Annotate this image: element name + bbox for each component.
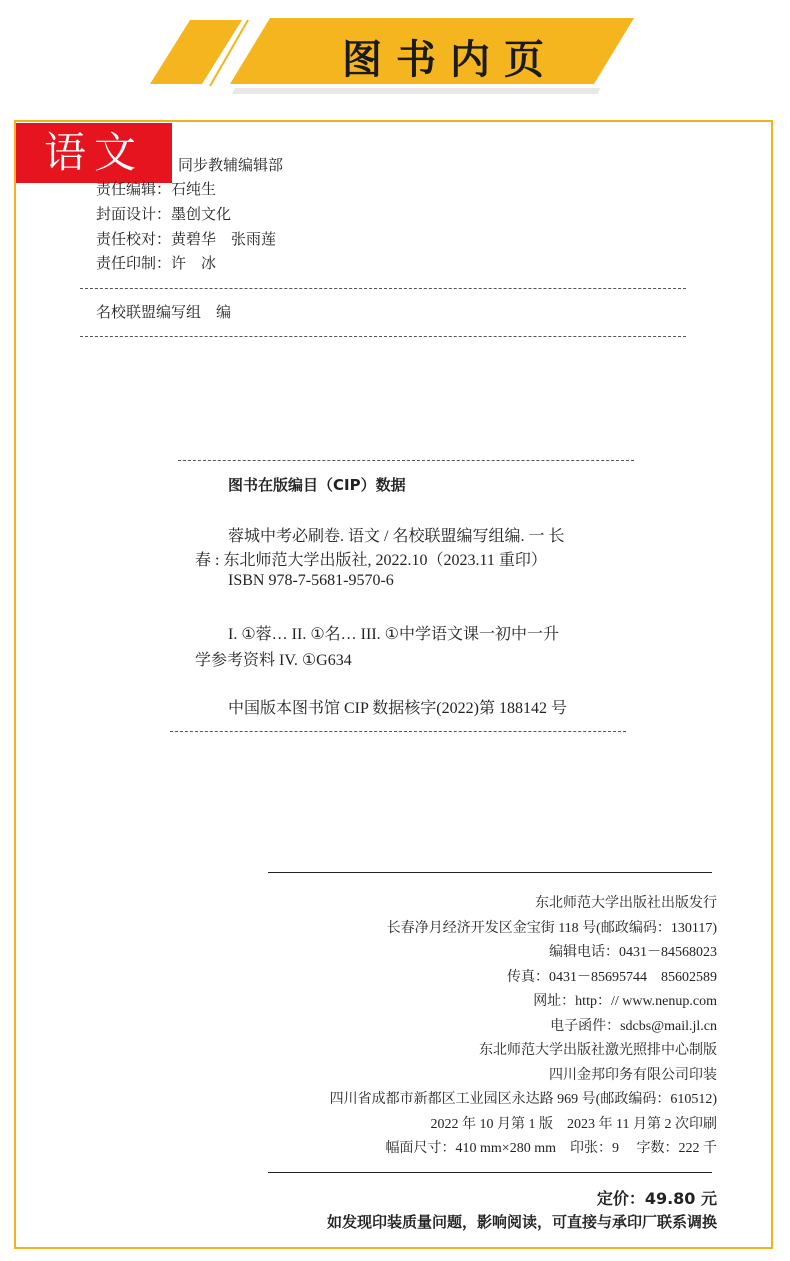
cip-top-divider: [178, 460, 634, 461]
printing-supervisor: 责任印制：许 冰: [96, 254, 217, 272]
publisher-line: 幅面尺寸：410 mm×280 mm 印张：9 字数：222 千: [385, 1141, 717, 1156]
publisher-line: 网址：http：// www.nenup.com: [533, 994, 717, 1009]
cip-record: 中国版本图书馆 CIP 数据核字(2022)第 188142 号: [228, 700, 567, 717]
dashed-divider-2: [80, 336, 686, 337]
publisher-line: 电子函件：sdcbs@mail.jl.cn: [550, 1019, 717, 1034]
page-banner: [150, 14, 640, 104]
subject-badge: 语文: [16, 123, 172, 183]
banner-shadow: [232, 88, 600, 94]
publisher-bottom-rule: [268, 1172, 712, 1173]
cip-class-2: 学参考资料 IV. ①G634: [195, 652, 352, 669]
cip-title: 图书在版编目（CIP）数据: [228, 476, 406, 494]
publisher-line: 传真：0431－85695744 85602589: [507, 970, 717, 985]
banner-left-slant: [150, 20, 242, 84]
publisher-line: 长春净月经济开发区金宝街 118 号(邮政编码：130117): [386, 921, 717, 936]
responsible-editor: 责任编辑：石纯生: [96, 180, 217, 198]
publisher-top-rule: [268, 872, 712, 873]
cip-line-1: 蓉城中考必刷卷. 语文 / 名校联盟编写组编. 一 长: [228, 528, 565, 545]
publisher-line: 东北师范大学出版社激光照排中心制版: [479, 1043, 717, 1058]
banner-title: 图书内页: [342, 36, 558, 83]
quality-notice: 如发现印装质量问题，影响阅读，可直接与承印厂联系调换: [326, 1213, 717, 1231]
cip-line-2: 春 : 东北师范大学出版社, 2022.10（2023.11 重印）: [195, 552, 547, 569]
publisher-line: 编辑电话：0431－84568023: [549, 945, 717, 960]
price: 定价：49.80 元: [596, 1189, 717, 1208]
publisher-line: 四川省成都市新都区工业园区永达路 969 号(邮政编码：610512): [329, 1092, 717, 1107]
publisher-line: 四川金邦印务有限公司印装: [549, 1068, 717, 1083]
cip-class-1: I. ①蓉… II. ①名… III. ①中学语文课一初中一升: [228, 626, 560, 643]
cover-design: 封面设计：墨创文化: [96, 205, 232, 223]
cip-bottom-divider: [170, 731, 626, 732]
editor-dept: 同步教辅编辑部: [178, 156, 284, 174]
proofreading: 责任校对：黄碧华 张雨莲: [96, 230, 277, 248]
dashed-divider-1: [80, 288, 686, 289]
publisher-line: 东北师范大学出版社出版发行: [535, 896, 717, 911]
compiler: 名校联盟编写组 编: [96, 303, 232, 321]
publisher-line: 2022 年 10 月第 1 版 2023 年 11 月第 2 次印刷: [430, 1117, 717, 1132]
cip-isbn: ISBN 978-7-5681-9570-6: [228, 572, 394, 589]
